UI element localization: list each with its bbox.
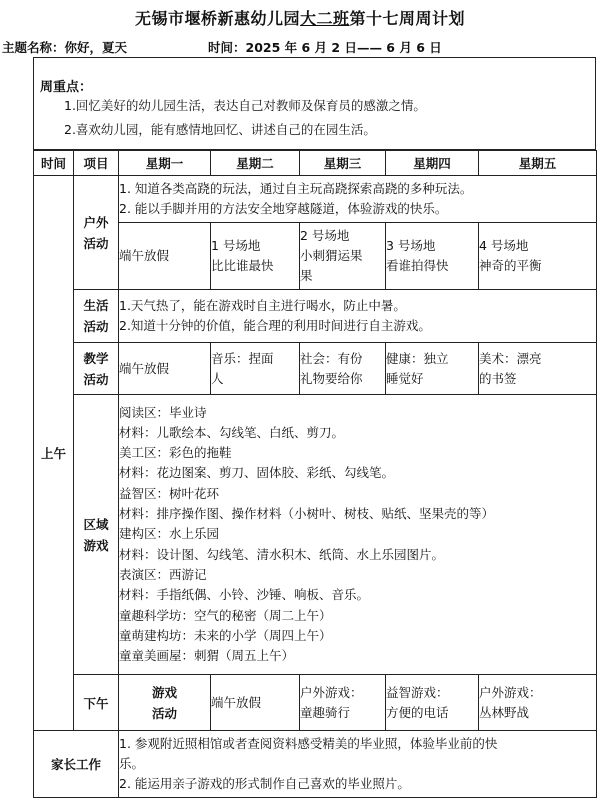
area-line: 材料：花边图案、剪刀、固体胶、彩纸、勾线笔。 — [119, 465, 395, 481]
life-label-1: 生活 — [83, 298, 109, 313]
parents-line: 2. 能运用亲子游戏的形式制作自己喜欢的毕业照片。 — [119, 776, 410, 791]
header-item: 项目 — [74, 151, 119, 176]
header-wednesday: 星期三 — [300, 151, 386, 176]
teaching-tuesday — [211, 343, 300, 395]
teaching-friday-line1: 美术：漂亮 — [479, 350, 542, 366]
game-tuesday-name: 童趣骑行 — [300, 704, 351, 720]
area-line: 童童美画屋：刺猬（周五上午） — [119, 648, 295, 664]
parents-line: 乐。 — [119, 756, 145, 771]
outdoor-thursday — [386, 223, 479, 290]
area-line: 材料：手指纸偶、小铃、沙锤、响板、音乐。 — [119, 587, 370, 603]
time-line — [208, 38, 442, 56]
page-title — [0, 6, 600, 29]
life-label-2: 活动 — [83, 319, 109, 334]
teaching-thursday-line2: 睡觉好 — [386, 370, 424, 386]
header-tuesday: 星期二 — [211, 151, 300, 176]
teaching-row — [34, 343, 597, 395]
time-value: 2025 年 6 月 2 日—— 6 月 6 日 — [245, 40, 442, 55]
outdoor-goals-row — [34, 176, 597, 223]
outdoor-wednesday-site: 2 号场地 — [300, 228, 350, 243]
teaching-friday-line2: 的书签 — [479, 370, 517, 386]
game-wednesday-name: 方便的电话 — [386, 704, 449, 720]
game-wednesday-type: 益智游戏： — [386, 684, 449, 700]
teaching-wednesday-line1: 社会：有份 — [300, 350, 363, 366]
teaching-thursday — [386, 343, 479, 395]
parents-label-cell — [34, 731, 119, 798]
area-line: 材料：儿歌绘本、勾线笔、白纸、剪刀。 — [119, 424, 345, 440]
game-thursday — [479, 675, 597, 731]
game-label-cell — [119, 675, 211, 731]
outdoor-wednesday-game-cont: 果 — [300, 268, 313, 283]
area-label-1: 区域 — [83, 516, 109, 532]
theme-label: 主题名称： — [2, 40, 65, 55]
outdoor-days-row — [34, 223, 597, 290]
game-label-2: 活动 — [151, 705, 177, 721]
area-line: 阅读区：毕业诗 — [119, 404, 207, 420]
life-goal: 1.天气热了，能在游戏时自主进行喝水，防止中暑。 — [119, 298, 406, 313]
outdoor-goals-cell — [119, 176, 597, 223]
teaching-thursday-line1: 健康：独立 — [386, 350, 449, 366]
afternoon-cell — [74, 675, 119, 731]
teaching-tuesday-line1: 音乐：捏面 — [211, 350, 274, 366]
outdoor-label-cell — [74, 176, 119, 290]
teaching-monday-text: 端午放假 — [119, 360, 170, 376]
outdoor-wednesday-game: 小刺猬运果 — [300, 248, 363, 263]
parents-content-cell — [119, 731, 597, 798]
area-line: 表演区：西游记 — [119, 566, 207, 582]
time-label: 时间： — [208, 40, 246, 55]
area-line: 美工区：彩色的拖鞋 — [119, 445, 232, 461]
header-monday: 星期一 — [119, 151, 211, 176]
outdoor-friday-site: 4 号场地 — [479, 238, 529, 253]
game-tuesday-type: 户外游戏： — [300, 684, 363, 700]
outdoor-tuesday — [211, 223, 300, 290]
area-line: 童趣科学坊：空气的秘密（周二上午） — [119, 607, 332, 623]
outdoor-wednesday — [300, 223, 386, 290]
game-wednesday — [386, 675, 479, 731]
game-tuesday — [300, 675, 386, 731]
teaching-friday — [479, 343, 597, 395]
afternoon-label: 下午 — [83, 695, 109, 711]
title-school: 无锡市堰桥新惠幼儿园 — [134, 9, 300, 28]
outdoor-friday-game: 神奇的平衡 — [479, 258, 542, 273]
outdoor-goal: 1. 知道各类高跷的玩法，通过自主玩高跷探索高跷的多种玩法。 — [119, 181, 473, 196]
header-thursday: 星期四 — [386, 151, 479, 176]
title-class: 大二班 — [299, 9, 350, 28]
outdoor-label-1: 户外 — [83, 214, 109, 230]
weekly-plan-table — [33, 150, 597, 798]
area-line: 材料：设计图、勾线笔、清水积木、纸筒、水上乐园图片。 — [119, 546, 445, 562]
life-row — [34, 290, 597, 343]
parents-row — [34, 731, 597, 798]
game-monday — [211, 675, 300, 731]
teaching-label-1: 教学 — [83, 350, 109, 366]
area-content-cell — [119, 395, 597, 675]
outdoor-goal: 2. 能以手脚并用的方法安全地穿越隧道，体验游戏的快乐。 — [119, 201, 448, 216]
weekly-focus-box — [33, 57, 596, 150]
life-goal: 2.知道十分钟的价值，能合理的利用时间进行自主游戏。 — [119, 318, 431, 333]
teaching-tuesday-line2: 人 — [211, 370, 224, 386]
game-thursday-type: 户外游戏： — [479, 684, 542, 700]
area-label-2: 游戏 — [83, 537, 109, 553]
focus-title: 周重点： — [40, 80, 93, 95]
afternoon-row — [34, 675, 597, 731]
parents-label: 家长工作 — [50, 757, 101, 772]
teaching-wednesday-line2: 礼物要给你 — [300, 370, 363, 386]
game-monday-text: 端午放假 — [211, 694, 262, 710]
teaching-monday — [119, 343, 211, 395]
life-goals-cell — [119, 290, 597, 343]
theme-line — [2, 38, 127, 56]
teaching-wednesday — [300, 343, 386, 395]
header-friday: 星期五 — [479, 151, 597, 176]
teaching-label-2: 活动 — [83, 371, 109, 387]
parents-line: 1. 参观附近照相馆或者查阅资料感受精美的毕业照，体验毕业前的快 — [119, 736, 498, 751]
area-row — [34, 395, 597, 675]
teaching-label-cell — [74, 343, 119, 395]
game-thursday-name: 丛林野战 — [479, 704, 530, 720]
outdoor-thursday-game: 看谁拍得快 — [386, 258, 449, 273]
area-line: 益智区：树叶花环 — [119, 485, 220, 501]
table-header-row — [34, 151, 597, 176]
focus-item: 2.喜欢幼儿园，能有感情地回忆、讲述自己的在园生活。 — [64, 122, 376, 137]
theme-value: 你好，夏天 — [64, 40, 128, 55]
outdoor-tuesday-game: 比比谁最快 — [211, 258, 274, 273]
title-week: 第十七周周计划 — [349, 9, 466, 28]
outdoor-monday — [119, 223, 211, 290]
life-label-cell — [74, 290, 119, 343]
outdoor-monday-text: 端午放假 — [119, 248, 170, 263]
area-line: 童萌建构坊：未来的小学（周四上午） — [119, 627, 332, 643]
header-time: 时间 — [34, 151, 74, 176]
area-line: 建构区：水上乐园 — [119, 526, 220, 542]
focus-item: 1.回忆美好的幼儿园生活，表达自己对教师及保育员的感激之情。 — [64, 98, 426, 113]
outdoor-tuesday-site: 1 号场地 — [211, 238, 261, 253]
outdoor-label-2: 活动 — [83, 235, 109, 251]
outdoor-thursday-site: 3 号场地 — [386, 238, 436, 253]
outdoor-friday — [479, 223, 597, 290]
area-label-cell — [74, 395, 119, 675]
game-label-1: 游戏 — [151, 684, 177, 700]
area-line: 材料：排序操作图、操作材料（小树叶、树枝、贴纸、坚果壳的等） — [119, 506, 495, 522]
morning-cell — [34, 176, 74, 731]
weekly-focus-section — [33, 57, 596, 150]
morning-label: 上午 — [40, 446, 66, 461]
